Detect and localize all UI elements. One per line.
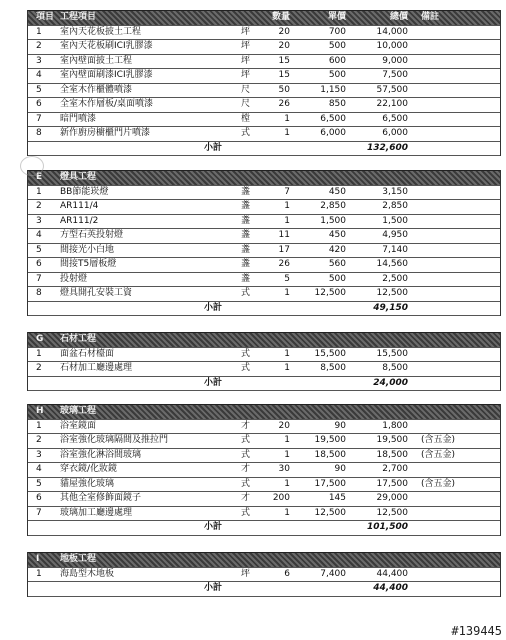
cell-price: 145 (328, 493, 346, 503)
header-note: 備註 (421, 12, 440, 22)
cell-total: 22,100 (376, 99, 408, 109)
cell-total: 7,500 (382, 70, 408, 80)
cell-price: 12,500 (314, 288, 346, 298)
cell-no: 5 (36, 244, 42, 255)
table-row (28, 258, 500, 273)
cell-qty: 1 (284, 478, 290, 489)
subtotal-label: 小計 (204, 377, 223, 388)
header-no: I (36, 554, 40, 564)
cell-price: 600 (328, 55, 346, 66)
cell-no: 7 (36, 273, 42, 284)
cell-unit: 式 (241, 507, 251, 518)
cell-unit: 尺 (241, 99, 251, 109)
cell-qty: 200 (272, 493, 290, 503)
cell-price: 2,850 (320, 201, 346, 211)
subtotal-value: 101,500 (367, 522, 408, 532)
table-row (28, 229, 500, 244)
cell-price: 450 (328, 230, 346, 240)
cell-name: 暗門噴漆 (60, 113, 97, 124)
cell-name: 室內天花板披土工程 (60, 26, 142, 37)
cell-unit: 盞 (241, 186, 251, 197)
subtotal-row (28, 377, 500, 392)
subtotal-row (28, 582, 500, 597)
cell-unit: 坪 (241, 55, 251, 66)
cell-name: AR111/2 (60, 215, 99, 226)
section-header (28, 404, 500, 420)
cell-unit: 樘 (241, 113, 251, 124)
cell-price: 450 (328, 186, 346, 197)
cell-price: 850 (328, 99, 346, 109)
section-table (27, 10, 501, 156)
subtotal-label: 小計 (204, 583, 223, 593)
cell-price: 500 (328, 70, 346, 80)
cell-no: 2 (36, 41, 42, 51)
cell-name: 海島型木地板 (60, 568, 115, 579)
cell-qty: 1 (284, 113, 290, 124)
header-total: 總價 (389, 12, 408, 22)
cell-total: 1,800 (382, 420, 408, 431)
cell-qty: 50 (278, 84, 290, 95)
section-table (27, 170, 501, 316)
subtotal-label: 小計 (204, 522, 223, 532)
table-row (28, 287, 500, 302)
section-header (28, 552, 500, 568)
cell-total: 2,850 (382, 201, 408, 211)
cell-name: 其他全室修飾面鏡子 (60, 493, 142, 503)
header-no: 項目 (36, 12, 55, 22)
cell-note: (含五金) (421, 478, 456, 489)
table-row (28, 492, 500, 507)
cell-price: 15,500 (314, 348, 346, 359)
cell-unit: 式 (241, 348, 251, 359)
cell-qty: 20 (278, 420, 290, 431)
cell-qty: 11 (278, 230, 290, 240)
cell-no: 1 (36, 568, 42, 579)
cell-no: 1 (36, 26, 42, 37)
cell-qty: 5 (284, 273, 290, 284)
cell-price: 1,150 (320, 84, 346, 95)
cell-total: 57,500 (376, 84, 408, 95)
cell-total: 12,500 (376, 288, 408, 298)
cell-total: 44,400 (376, 568, 408, 579)
cell-qty: 17 (278, 244, 290, 255)
cell-qty: 1 (284, 201, 290, 211)
cell-no: 1 (36, 186, 42, 197)
cell-unit: 盞 (241, 201, 251, 211)
cell-total: 17,500 (376, 478, 408, 489)
cell-unit: 式 (241, 478, 251, 489)
cell-name: 浴室鏡面 (60, 420, 97, 431)
subtotal-value: 24,000 (373, 377, 408, 388)
subtotal-row (28, 142, 500, 157)
cell-price: 420 (328, 244, 346, 255)
subtotal-label: 小計 (204, 302, 223, 313)
table-row (28, 478, 500, 493)
subtotal-row (28, 521, 500, 536)
cell-total: 14,000 (376, 26, 408, 37)
cell-total: 6,500 (382, 113, 408, 124)
section-table (27, 332, 501, 391)
header-name: 工程項目 (60, 12, 97, 22)
table-row (28, 186, 500, 201)
cell-qty: 26 (278, 259, 290, 269)
cell-no: 6 (36, 99, 42, 109)
cell-unit: 式 (241, 128, 251, 138)
cell-no: 3 (36, 55, 42, 66)
cell-no: 6 (36, 259, 42, 269)
table-row (28, 215, 500, 230)
cell-price: 1,500 (320, 215, 346, 226)
cell-price: 700 (328, 26, 346, 37)
cell-name: 浴室強化玻璃隔間及推拉門 (60, 435, 169, 445)
cell-qty: 1 (284, 348, 290, 359)
cell-price: 500 (328, 41, 346, 51)
watermark-id: #139445 (451, 624, 502, 638)
table-row (28, 113, 500, 128)
cell-unit: 盞 (241, 259, 251, 269)
cell-no: 3 (36, 449, 42, 460)
cell-total: 19,500 (376, 435, 408, 445)
cell-unit: 坪 (241, 70, 251, 80)
cell-unit: 坪 (241, 26, 251, 37)
cell-price: 6,500 (320, 113, 346, 124)
table-row (28, 98, 500, 113)
cell-total: 1,500 (382, 215, 408, 226)
cell-no: 2 (36, 201, 42, 211)
cell-unit: 才 (241, 493, 251, 503)
table-row (28, 507, 500, 522)
section-header (28, 170, 500, 186)
cell-price: 560 (328, 259, 346, 269)
header-name: 玻璃工程 (60, 406, 97, 416)
cell-total: 3,150 (382, 186, 408, 197)
table-row (28, 69, 500, 84)
cell-name: 室內壁面刷漆ICI乳膠漆 (60, 70, 153, 80)
scan-smudge (20, 156, 44, 176)
table-row (28, 40, 500, 55)
table-row (28, 420, 500, 435)
cell-qty: 1 (284, 128, 290, 138)
cell-total: 29,000 (376, 493, 408, 503)
cell-unit: 坪 (241, 41, 251, 51)
cell-name: 間接光小白地 (60, 244, 115, 255)
cell-price: 18,500 (314, 449, 346, 460)
cell-name: 新作廚房櫥櫃門片噴漆 (60, 128, 151, 138)
cell-total: 2,700 (382, 464, 408, 474)
cell-total: 15,500 (376, 348, 408, 359)
cell-name: 全室木作層板/桌面噴漆 (60, 99, 154, 109)
cell-no: 4 (36, 464, 42, 474)
header-no: H (36, 406, 44, 416)
table-row (28, 568, 500, 583)
cell-name: 全室木作櫃體噴漆 (60, 84, 133, 95)
subtotal-value: 132,600 (367, 142, 408, 153)
cell-name: 浴室強化淋浴間玻璃 (60, 449, 142, 460)
cell-total: 14,560 (376, 259, 408, 269)
cell-total: 12,500 (376, 507, 408, 518)
cell-name: 室內壁面披土工程 (60, 55, 133, 66)
cell-total: 2,500 (382, 273, 408, 284)
cell-no: 7 (36, 113, 42, 124)
subtotal-value: 49,150 (373, 302, 408, 313)
cell-total: 18,500 (376, 449, 408, 460)
cell-price: 500 (328, 273, 346, 284)
cell-name: 室內天花板刷ICI乳膠漆 (60, 41, 153, 51)
table-row (28, 26, 500, 41)
cell-note: (含五金) (421, 449, 456, 460)
cell-no: 6 (36, 493, 42, 503)
table-row (28, 434, 500, 449)
cell-unit: 式 (241, 288, 251, 298)
cell-unit: 坪 (241, 568, 251, 579)
header-qty: 數量 (271, 12, 290, 22)
cell-total: 6,000 (382, 128, 408, 138)
cell-unit: 盞 (241, 230, 251, 240)
cell-unit: 式 (241, 435, 251, 445)
table-row (28, 449, 500, 464)
table-row (28, 362, 500, 377)
cell-unit: 才 (241, 464, 251, 474)
table-row (28, 244, 500, 259)
cell-qty: 20 (278, 41, 290, 51)
cell-name: 投射燈 (60, 273, 88, 284)
cell-price: 17,500 (314, 478, 346, 489)
cell-price: 7,400 (320, 568, 346, 579)
cell-no: 2 (36, 363, 42, 373)
header-no: E (36, 172, 43, 182)
cell-price: 90 (334, 420, 346, 431)
cell-qty: 7 (284, 186, 290, 197)
cell-price: 6,000 (320, 128, 346, 138)
cell-no: 5 (36, 84, 42, 95)
table-row (28, 348, 500, 363)
cell-total: 8,500 (382, 363, 408, 373)
cell-qty: 1 (284, 449, 290, 460)
cell-qty: 15 (278, 70, 290, 80)
section-header (28, 332, 500, 348)
cell-name: 玻璃加工廳邊處理 (60, 507, 133, 518)
cell-unit: 尺 (241, 84, 251, 95)
section-table (27, 404, 501, 536)
cell-no: 8 (36, 128, 42, 138)
cell-name: 燈具開孔安裝工資 (60, 288, 133, 298)
cell-qty: 6 (284, 568, 290, 579)
cell-no: 5 (36, 478, 42, 489)
table-row (28, 463, 500, 478)
subtotal-label: 小計 (204, 142, 223, 153)
cell-qty: 1 (284, 507, 290, 518)
cell-unit: 式 (241, 363, 251, 373)
cell-name: BB節能崁燈 (60, 186, 109, 197)
cell-price: 90 (334, 464, 346, 474)
cell-name: 方型石英投射燈 (60, 230, 124, 240)
header-name: 石材工程 (60, 334, 97, 344)
section-header (28, 10, 500, 26)
cell-no: 1 (36, 420, 42, 431)
cell-qty: 1 (284, 435, 290, 445)
header-name: 地板工程 (60, 554, 97, 564)
cell-price: 12,500 (314, 507, 346, 518)
cell-no: 4 (36, 230, 42, 240)
table-row (28, 273, 500, 288)
cell-unit: 盞 (241, 273, 251, 284)
cell-qty: 15 (278, 55, 290, 66)
table-row (28, 200, 500, 215)
subtotal-row (28, 302, 500, 317)
cell-price: 8,500 (320, 363, 346, 373)
cell-name: 穿衣鏡/化妝鏡 (60, 464, 118, 474)
cell-name: 間接T5層板燈 (60, 259, 117, 269)
cell-total: 9,000 (382, 55, 408, 66)
cell-unit: 式 (241, 449, 251, 460)
cell-no: 2 (36, 435, 42, 445)
cell-price: 19,500 (314, 435, 346, 445)
cell-total: 7,140 (382, 244, 408, 255)
cell-note: (含五金) (421, 435, 456, 445)
cell-qty: 1 (284, 215, 290, 226)
cell-no: 7 (36, 507, 42, 518)
cell-qty: 30 (278, 464, 290, 474)
cell-no: 4 (36, 70, 42, 80)
cell-unit: 才 (241, 420, 251, 431)
cell-no: 3 (36, 215, 42, 226)
cell-unit: 盞 (241, 215, 251, 226)
cell-unit: 盞 (241, 244, 251, 255)
header-no: G (36, 334, 44, 344)
cell-name: 貓屋強化玻璃 (60, 478, 115, 489)
cell-qty: 26 (278, 99, 290, 109)
header-price: 單價 (327, 12, 346, 22)
cell-qty: 20 (278, 26, 290, 37)
cell-qty: 1 (284, 288, 290, 298)
table-row (28, 84, 500, 99)
header-name: 燈具工程 (60, 172, 97, 182)
cell-name: AR111/4 (60, 201, 99, 211)
cell-qty: 1 (284, 363, 290, 373)
table-row (28, 127, 500, 142)
cell-name: 面盆石材檯面 (60, 348, 115, 359)
section-table (27, 552, 501, 597)
cell-no: 8 (36, 288, 42, 298)
cell-total: 4,950 (382, 230, 408, 240)
cell-total: 10,000 (376, 41, 408, 51)
table-row (28, 55, 500, 70)
cell-no: 1 (36, 348, 42, 359)
cell-name: 石材加工廳邊處理 (60, 363, 133, 373)
subtotal-value: 44,400 (373, 583, 408, 593)
